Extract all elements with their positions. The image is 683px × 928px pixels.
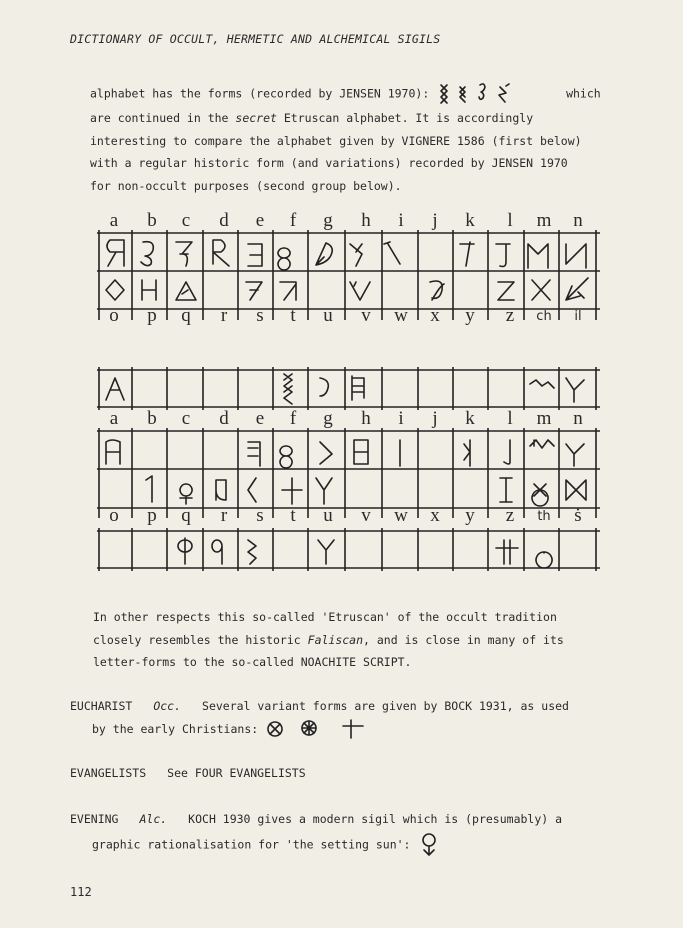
t2-top-letter: h — [361, 408, 371, 429]
t1-bottom-letter: u — [323, 305, 333, 326]
t2-bottom-letter: p — [147, 505, 157, 526]
t1-bottom-letter: p — [147, 305, 157, 326]
t2-top-letter: i — [398, 408, 404, 429]
t1-bottom-letter: x — [430, 305, 440, 326]
t2-top-letter: m — [536, 408, 552, 429]
para2-line-2 — [93, 629, 633, 652]
t1-bottom-letter: s — [256, 305, 264, 326]
intro-line-1-text: alphabet has the forms (recorded by JENSEN 1970): — [90, 86, 430, 101]
t2-bottom-letter: ṡ — [574, 505, 582, 526]
t2-bottom-letter: z — [505, 505, 515, 526]
intro-line-2a: are continued in the — [90, 111, 236, 125]
para2-line-2a: closely resembles the historic — [93, 632, 308, 647]
t2-bottom-letter: x — [430, 505, 440, 526]
t2-top-letter: e — [255, 408, 265, 429]
t1-top-letter: n — [573, 210, 583, 231]
entry-headword: EUCHARIST — [70, 699, 133, 713]
entry-headword: EVENING — [70, 812, 119, 826]
t1-top-letter: g — [323, 210, 333, 231]
entry-evangelists — [70, 762, 630, 785]
t1-bottom-letter: q — [181, 305, 191, 326]
t2-bottom-letter: u — [323, 505, 333, 526]
t1-top-letter: j — [432, 210, 438, 231]
t1-bottom-letter: v — [361, 305, 371, 326]
t1-top-letter: k — [465, 210, 475, 231]
entry-eucharist — [70, 695, 630, 740]
running-head: DICTIONARY OF OCCULT, HERMETIC AND ALCHEMICAL SIGILS — [70, 32, 441, 46]
t2-bottom-letter: th — [537, 509, 551, 524]
para2-line-3: letter-forms to the so-called NOACHITE SCRIPT. — [93, 655, 412, 669]
para2-line-2b: , and is close in many of its — [363, 632, 564, 647]
entry-headword: EVANGELISTS — [70, 766, 147, 780]
intro-line-2b: Etruscan alphabet. It is accordingly — [276, 111, 534, 125]
t2-top-letter: b — [147, 408, 157, 429]
t1-top-letter: b — [147, 210, 157, 231]
t2-bottom-letter: o — [109, 505, 119, 526]
t1-top-letter: a — [109, 210, 119, 231]
eucharist-sigils-icon — [265, 718, 365, 740]
t1-top-letter: h — [361, 210, 371, 231]
entry-text: graphic rationalisation for 'the setting sun': — [92, 837, 411, 851]
entry-text: by the early Christians: — [92, 721, 259, 736]
t2-bottom-letter: r — [220, 505, 228, 526]
t1-top-letter: d — [219, 210, 229, 231]
secret-word: secret — [235, 111, 277, 125]
page-number: 112 — [70, 885, 92, 899]
entry-category-tag: Alc. — [139, 812, 168, 826]
t1-bottom-letter: z — [505, 305, 515, 326]
entry-category-tag: Occ. — [153, 699, 182, 713]
t1-bottom-letter: y — [465, 305, 475, 326]
t1-bottom-letter: il — [574, 309, 582, 324]
intro-line-4: with a regular historic form (and variations) recorded by JENSEN 1970 — [90, 156, 568, 170]
t1-top-letter: c — [181, 210, 191, 231]
entry-text: Several variant forms are given by BOCK 1931, as used — [202, 699, 569, 713]
table2-strip2-glyphs — [178, 538, 552, 568]
t2-top-letter: c — [181, 408, 191, 429]
t1-top-letter: m — [536, 210, 552, 231]
entry-text: See FOUR EVANGELISTS — [167, 766, 306, 780]
setting-sun-sigil-icon — [417, 831, 441, 859]
t1-top-letter: i — [398, 210, 404, 231]
t2-bottom-letter: w — [394, 505, 408, 526]
para2-line-1: In other respects this so-called 'Etruscan' of the occult tradition — [93, 610, 557, 624]
table2-top-letters — [0, 408, 683, 432]
t2-top-letter: l — [507, 408, 513, 429]
t1-top-letter: f — [289, 210, 297, 231]
faliscan-word: Faliscan — [307, 632, 364, 647]
intro-line-5: for non-occult purposes (second group below). — [90, 178, 402, 193]
t2-bottom-letter: s — [256, 505, 264, 526]
t2-top-letter: g — [323, 408, 333, 429]
table2-bottom-letters — [0, 505, 683, 529]
entry-text: KOCH 1930 gives a modern sigil which is (presumably) a — [188, 812, 563, 826]
t2-top-letter: k — [465, 408, 475, 429]
t2-bottom-letter: t — [290, 505, 296, 526]
t1-top-letter: e — [255, 210, 265, 231]
t2-bottom-letter: v — [361, 505, 371, 526]
t1-bottom-letter: ch — [536, 309, 552, 324]
t2-top-letter: f — [289, 408, 297, 429]
t2-bottom-letter: q — [181, 505, 191, 526]
t2-bottom-letter: y — [465, 505, 475, 526]
t2-top-letter: a — [109, 408, 119, 429]
intro-line-1-end: which — [566, 86, 601, 101]
t1-bottom-letter: r — [220, 305, 228, 326]
t2-top-letter: d — [219, 408, 229, 429]
intro-line-3: interesting to compare the alphabet given by VIGNERE 1586 (first below) — [90, 133, 582, 148]
comparison-paragraph — [93, 606, 633, 674]
entry-evening — [70, 808, 630, 859]
t1-bottom-letter: t — [290, 305, 296, 326]
t1-top-letter: l — [507, 210, 513, 231]
t1-bottom-letter: o — [109, 305, 119, 326]
t2-top-letter: n — [573, 408, 583, 429]
t1-bottom-letter: w — [394, 305, 408, 326]
t2-top-letter: j — [432, 408, 438, 429]
table2-row2-glyphs — [146, 476, 586, 506]
